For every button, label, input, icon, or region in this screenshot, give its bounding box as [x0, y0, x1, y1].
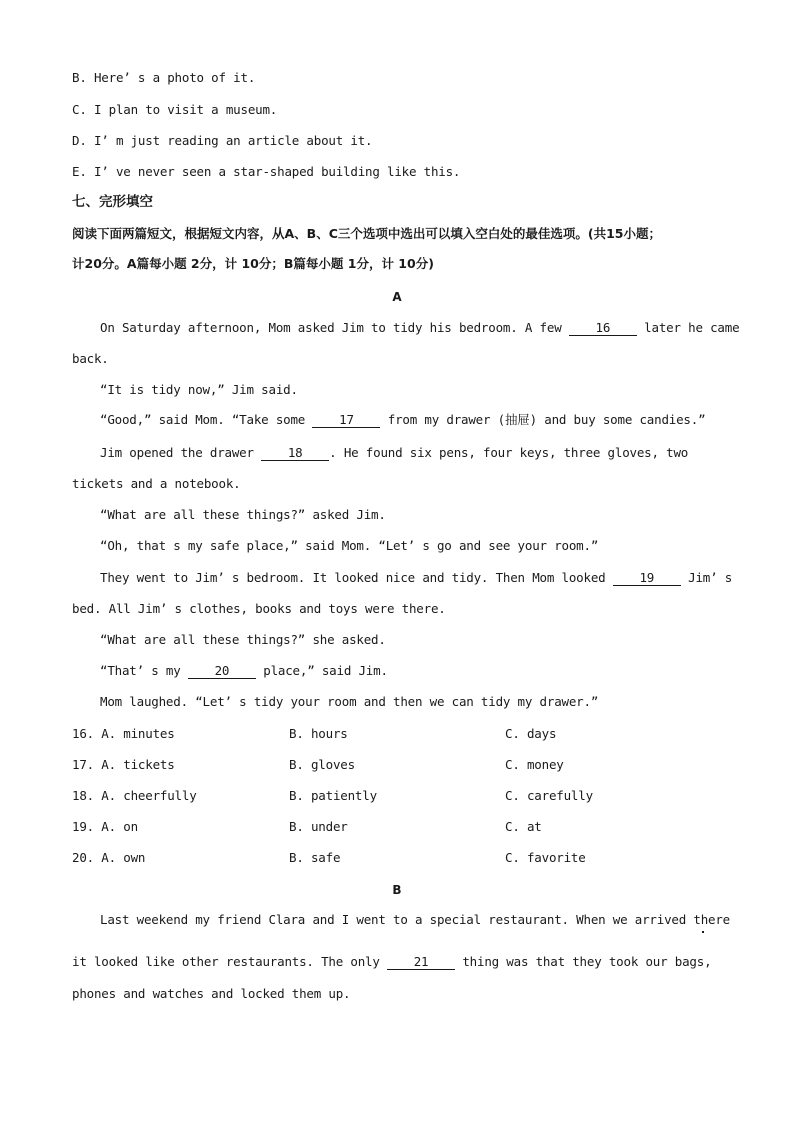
passage-a-quote-3: “What are all these things?” asked Jim.: [100, 507, 386, 522]
blank-19[interactable]: 19: [613, 571, 681, 586]
section-heading: 七、完形填空: [72, 194, 153, 210]
passage-a-paragraph-1-cont: back.: [72, 351, 109, 366]
q19-option-b[interactable]: B. under: [289, 819, 348, 834]
passage-b-paragraph-1: Last weekend my friend Clara and I went to a special restaurant. When we arrived there: [100, 912, 731, 927]
passage-a-paragraph-1: [100, 320, 739, 336]
text-segment: They went to Jim’ s bedroom. It looked nice and tidy. Then Mom looked: [100, 570, 613, 585]
q19-option-a[interactable]: 19. A. on: [72, 819, 138, 834]
passage-a-quote-1: “It is tidy now,” Jim said.: [100, 382, 298, 397]
blank-16[interactable]: 16: [569, 321, 637, 336]
passage-b-title: B: [392, 883, 402, 897]
passage-a-paragraph-5: [100, 570, 732, 586]
text-segment: it looked like other restaurants. The only: [72, 954, 388, 969]
blank-20[interactable]: 20: [188, 664, 256, 679]
passage-a-quote-2: [100, 412, 705, 428]
section-instruction-1: 阅读下面两篇短文，根据短文内容，从A、B、C三个选项中选出可以填入空白处的最佳选项。(共15小题；: [72, 226, 661, 241]
passage-a-quote-4: “Oh, that s my safe place,” said Mom. “Let’ s go and see your room.”: [100, 538, 599, 553]
q20-option-c[interactable]: C. favorite: [505, 850, 586, 865]
passage-a-quote-6: [100, 663, 388, 679]
q17-option-b[interactable]: B. gloves: [289, 757, 355, 772]
text-segment: “That’ s my: [100, 663, 188, 678]
q20-option-a[interactable]: 20. A. own: [72, 850, 146, 865]
text-segment: place,” said Jim.: [255, 663, 388, 678]
q16-option-a[interactable]: 16. A. minutes: [72, 726, 175, 741]
q18-option-a[interactable]: 18. A. cheerfully: [72, 788, 197, 803]
stray-dot: [702, 931, 704, 933]
blank-21[interactable]: 21: [387, 955, 455, 970]
q17-option-a[interactable]: 17. A. tickets: [72, 757, 175, 772]
option-c-prev: C. I plan to visit a museum.: [72, 102, 278, 117]
q16-option-c[interactable]: C. days: [505, 726, 557, 741]
blank-17[interactable]: 17: [312, 413, 380, 428]
text-segment: Jim opened the drawer: [100, 445, 262, 460]
passage-a-paragraph-3: [100, 445, 688, 461]
passage-a-paragraph-7: Mom laughed. “Let’ s tidy your room and then we can tidy my drawer.”: [100, 694, 599, 709]
section-instruction-2: 计20分。A篇每小题 2分，计 10分；B篇每小题 1分，计 10分): [72, 256, 434, 271]
passage-a-paragraph-5-cont: bed. All Jim’ s clothes, books and toys were there.: [72, 601, 446, 616]
text-segment: On Saturday afternoon, Mom asked Jim to tidy his bedroom. A few: [100, 320, 569, 335]
blank-18[interactable]: 18: [261, 446, 329, 461]
passage-b-paragraph-2: [72, 954, 711, 970]
q18-option-c[interactable]: C. carefully: [505, 788, 593, 803]
option-d-prev: D. I’ m just reading an article about it.: [72, 133, 373, 148]
text-segment: “Good,” said Mom. “Take some: [100, 412, 313, 427]
text-segment: Jim’ s: [680, 570, 733, 585]
text-segment: . He found six pens, four keys, three gloves, two: [329, 445, 689, 460]
text-segment: from my drawer (抽屉) and buy some candies.”: [380, 412, 706, 427]
q17-option-c[interactable]: C. money: [505, 757, 564, 772]
q19-option-c[interactable]: C. at: [505, 819, 542, 834]
text-segment: later he came: [636, 320, 740, 335]
text-segment: thing was that they took our bags,: [455, 954, 712, 969]
option-e-prev: E. I’ ve never seen a star-shaped building like this.: [72, 164, 461, 179]
q20-option-b[interactable]: B. safe: [289, 850, 341, 865]
passage-a-title: A: [392, 290, 402, 304]
passage-b-paragraph-3: phones and watches and locked them up.: [72, 986, 351, 1001]
passage-a-quote-5: “What are all these things?” she asked.: [100, 632, 386, 647]
q18-option-b[interactable]: B. patiently: [289, 788, 377, 803]
q16-option-b[interactable]: B. hours: [289, 726, 348, 741]
passage-a-paragraph-3-cont: tickets and a notebook.: [72, 476, 241, 491]
option-b-prev: B. Here’ s a photo of it.: [72, 70, 256, 85]
